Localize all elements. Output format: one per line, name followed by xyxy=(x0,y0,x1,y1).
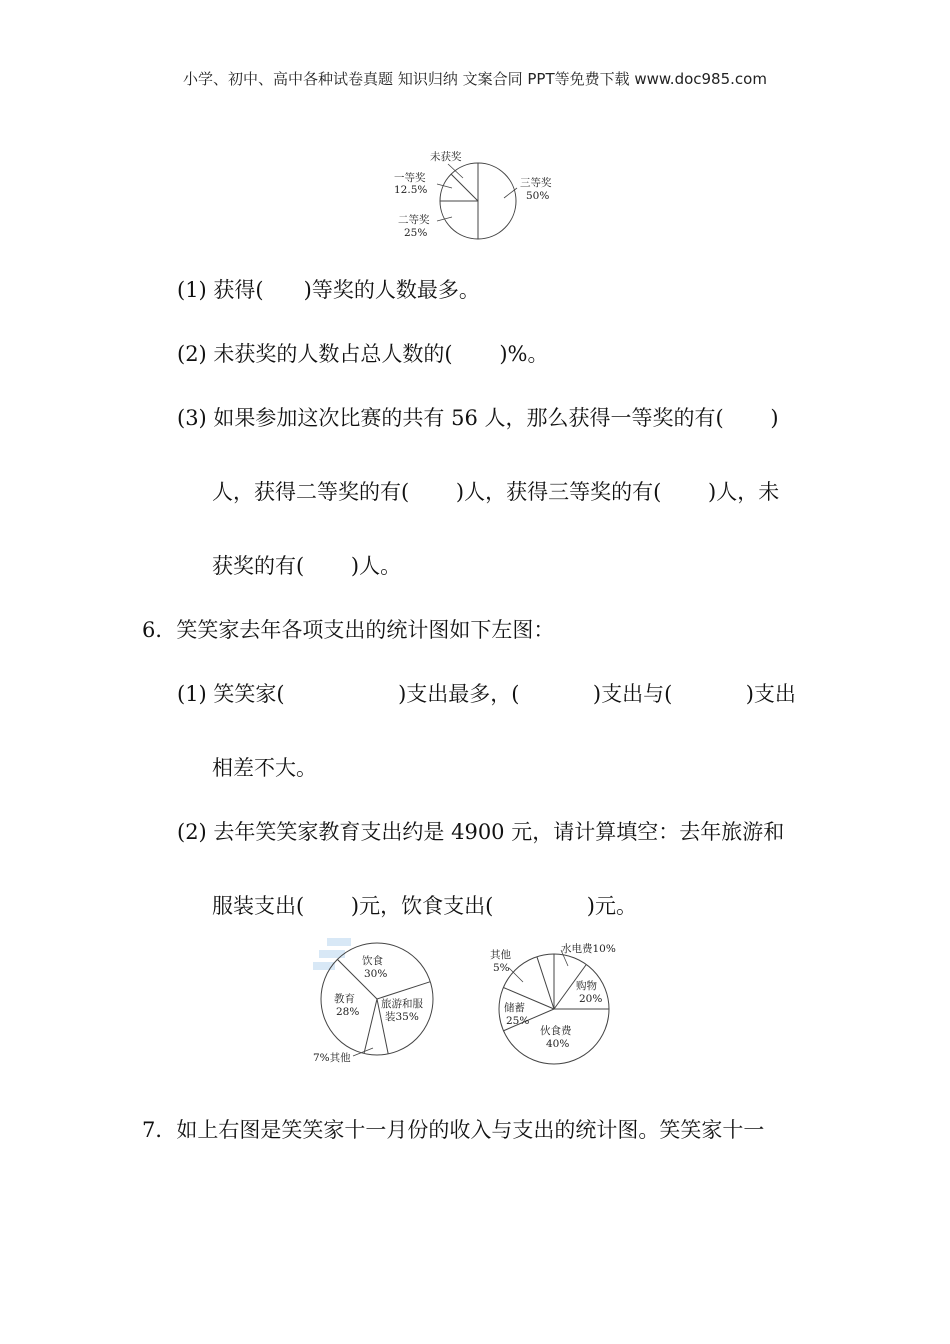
award-label-unawarded: 未获奖 xyxy=(430,151,462,163)
chart-mark-16 xyxy=(377,982,430,999)
november-label-meals: 伙食费 xyxy=(540,1025,572,1037)
award-label-second: 二等奖 xyxy=(398,214,430,226)
chart-mark-31 xyxy=(537,957,554,1009)
question-5-3-line3: 获奖的有( )人。 xyxy=(212,554,402,578)
award-label-third: 三等奖 xyxy=(520,177,552,189)
expense-label-other: 7%其他 xyxy=(313,1052,351,1064)
question-7: 7．如上右图是笑笑家十一月份的收入与支出的统计图。笑笑家十一 xyxy=(142,1118,765,1142)
expense-pct-food: 30% xyxy=(364,968,388,980)
november-pct-other: 5% xyxy=(493,962,510,974)
expense-label-food: 饮食 xyxy=(362,955,383,967)
november-label-other: 其他 xyxy=(490,949,511,961)
november-label-shopping: 购物 xyxy=(576,980,597,992)
november-label-savings: 储蓄 xyxy=(504,1002,525,1014)
expense-label-education: 教育 xyxy=(334,993,355,1005)
question-6-2-line1: (2) 去年笑笑家教育支出约是 4900 元，请计算填空：去年旅游和 xyxy=(177,820,785,844)
november-label-utilities: 水电费10% xyxy=(561,943,616,955)
award-label-first: 一等奖 xyxy=(394,172,426,184)
award-pie-chart xyxy=(380,140,580,250)
award-pct-second: 25% xyxy=(404,227,428,239)
chart-mark-7 xyxy=(448,164,463,178)
award-pct-third: 50% xyxy=(526,190,550,202)
question-5-1: (1) 获得( )等奖的人数最多。 xyxy=(177,278,480,302)
award-slice-divider-diag xyxy=(451,174,478,201)
question-5-2: (2) 未获奖的人数占总人数的( )%。 xyxy=(177,342,549,366)
question-5-3-line2: 人，获得二等奖的有( )人，获得三等奖的有( )人，未 xyxy=(212,480,780,504)
question-5-3-line1: (3) 如果参加这次比赛的共有 56 人，那么获得一等奖的有( ) xyxy=(177,406,779,430)
question-6-2-line2: 服装支出( )元，饮食支出( )元。 xyxy=(212,894,637,918)
question-6-1-line2: 相差不大。 xyxy=(212,756,317,780)
expense-label-travel-line1: 旅游和服 xyxy=(381,998,423,1010)
november-pct-savings: 25% xyxy=(506,1015,530,1027)
chart-mark-6 xyxy=(437,217,452,221)
page-header: 小学、初中、高中各种试卷真题 知识归纳 文案合同 PPT等免费下载 www.doc985.com xyxy=(183,70,767,88)
question-6-title: 6．笑笑家去年各项支出的统计图如下左图： xyxy=(142,618,555,642)
november-pie-chart xyxy=(480,936,640,1072)
expense-pct-education: 28% xyxy=(336,1006,360,1018)
chart-mark-5 xyxy=(437,184,452,188)
expense-label-travel-line2: 装35% xyxy=(385,1011,419,1023)
november-pct-shopping: 20% xyxy=(579,993,603,1005)
expense-pie-chart xyxy=(305,932,445,1072)
question-6-1-line1: (1) 笑笑家( )支出最多，( )支出与( )支出 xyxy=(177,682,796,706)
november-pct-meals: 40% xyxy=(546,1038,570,1050)
award-pct-first: 12.5% xyxy=(394,184,428,196)
chart-mark-18 xyxy=(364,999,377,1054)
